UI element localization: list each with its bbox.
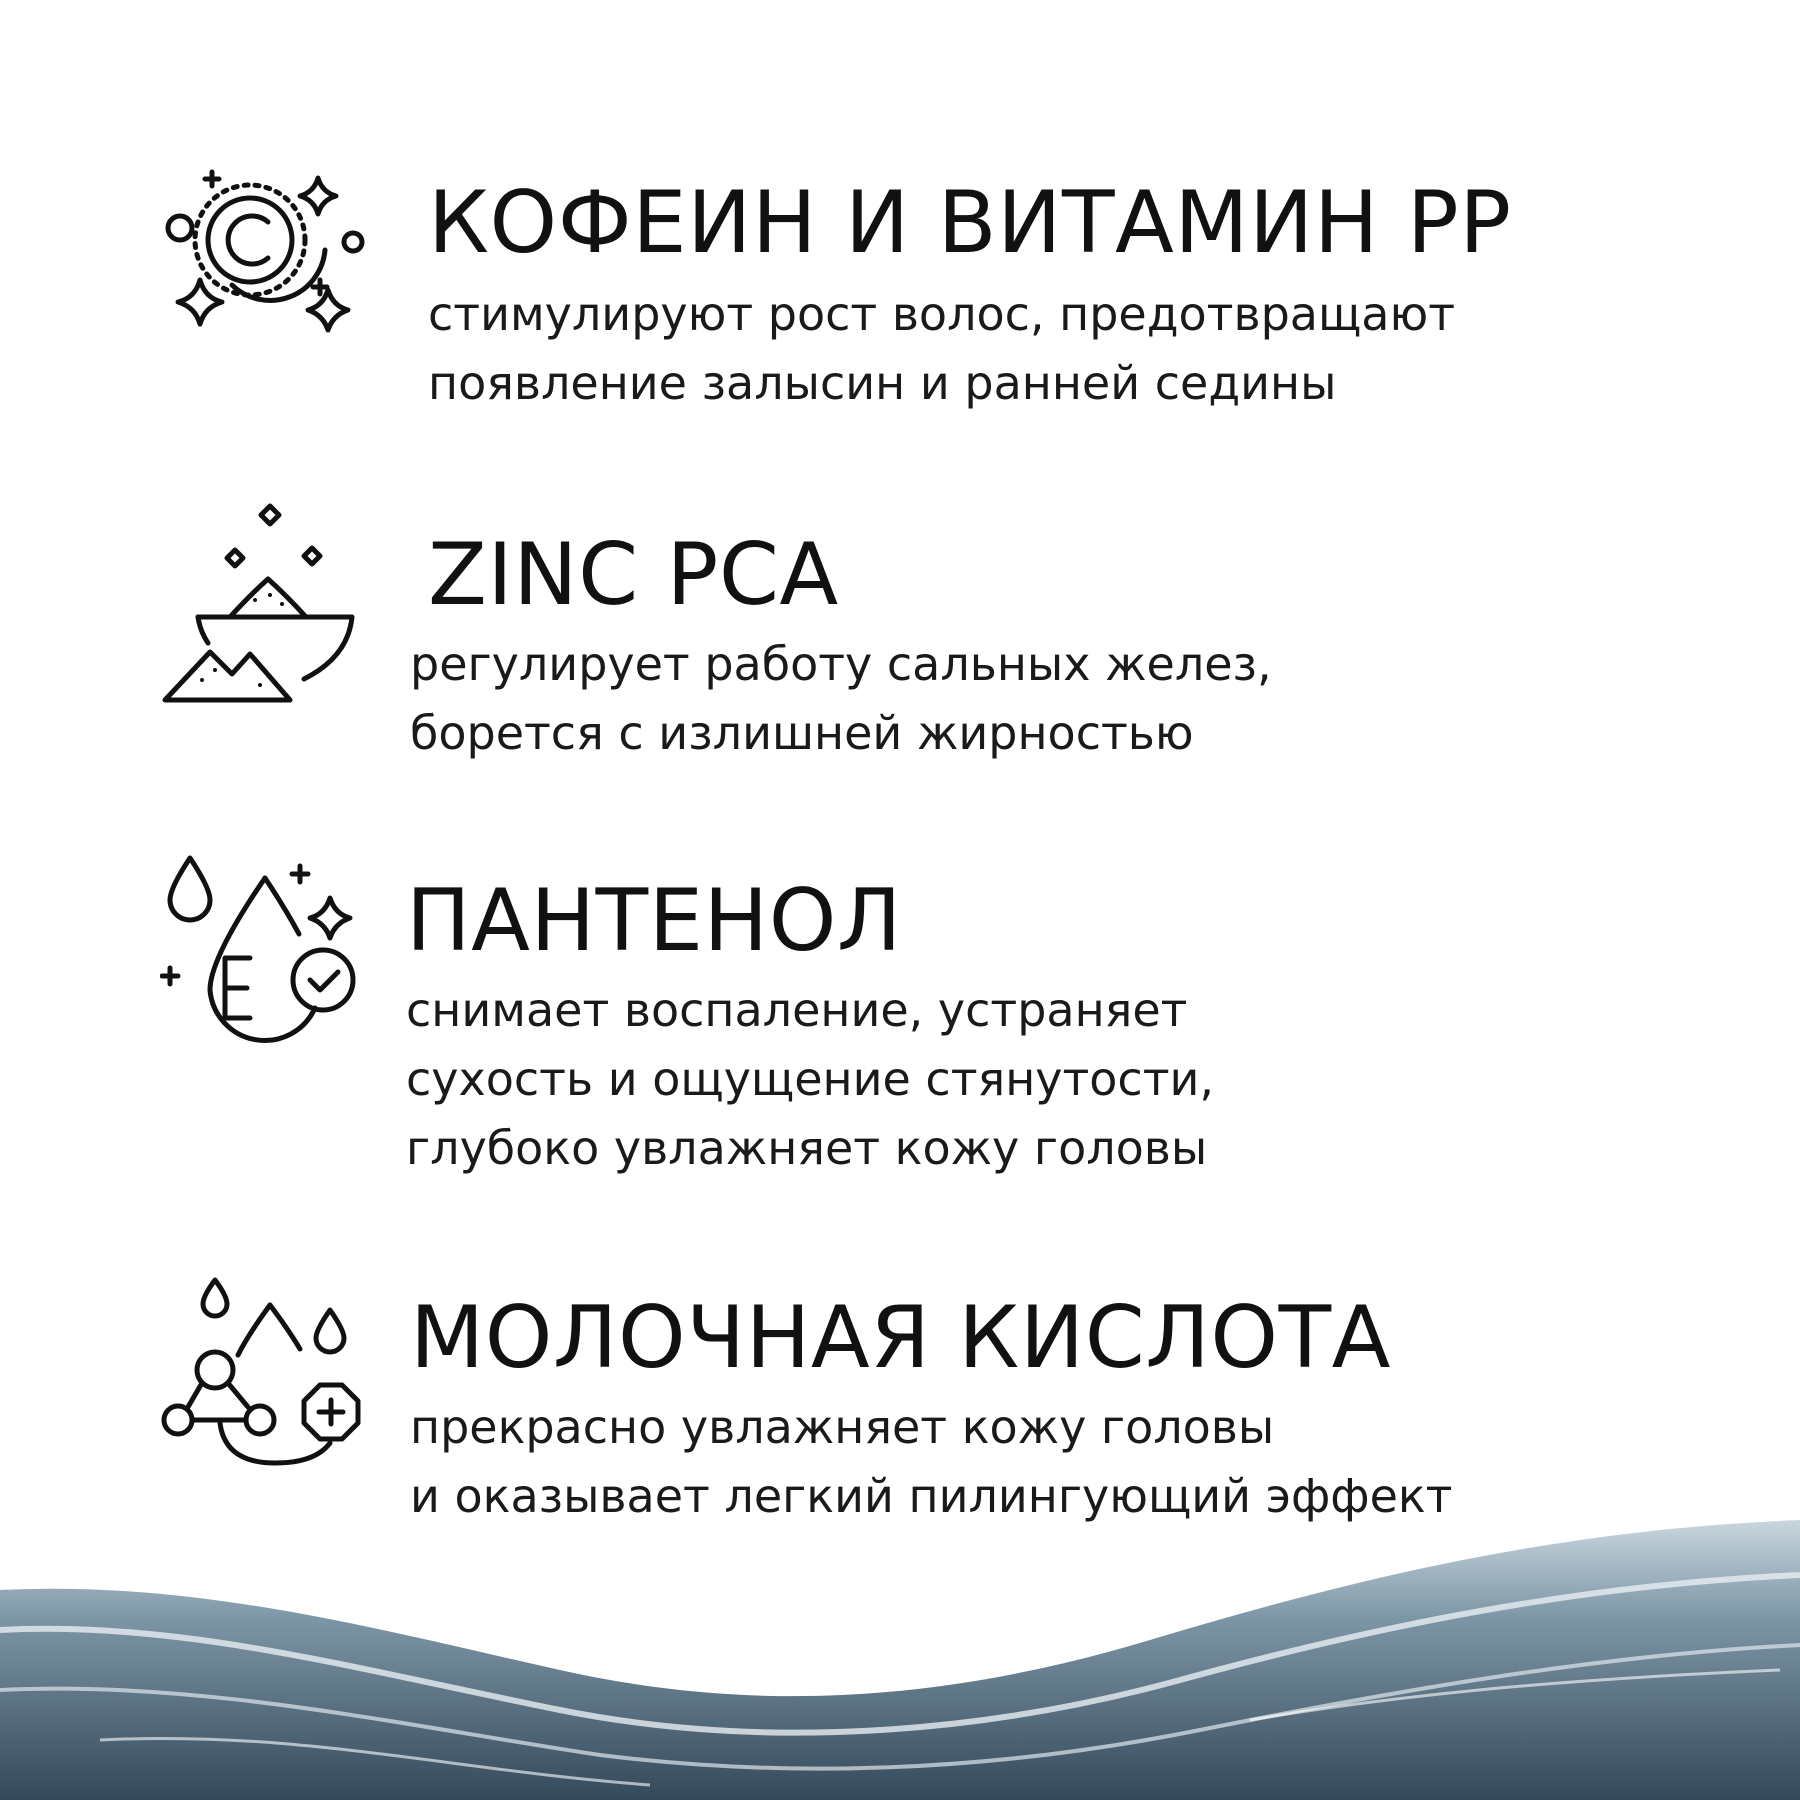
molecule-drop-icon <box>160 1275 370 1485</box>
feature-description <box>428 280 1455 418</box>
description-line: снимает воспаление, устраняет <box>406 983 1188 1037</box>
description-line: прекрасно увлажняет кожу головы <box>410 1400 1275 1454</box>
vitamin-e-drop-icon <box>160 848 370 1058</box>
feature-description <box>410 630 1272 768</box>
description-line: глубоко увлажняет кожу головы <box>406 1121 1208 1175</box>
description-line: появление залысин и ранней седины <box>428 356 1337 410</box>
feature-title: ПАНТЕНОЛ <box>406 871 903 971</box>
description-line: стимулируют рост волос, предотвращают <box>428 287 1456 341</box>
description-line: регулирует работу сальных желез, <box>410 637 1272 691</box>
description-line: и оказывает легкий пилингующий эффект <box>410 1469 1453 1523</box>
feature-title: МОЛОЧНАЯ КИСЛОТА <box>410 1288 1391 1388</box>
description-line: сухость и ощущение стянутости, <box>406 1052 1215 1106</box>
feature-description <box>406 976 1214 1183</box>
water-wave-decoration <box>0 1480 1800 1800</box>
powder-bowl-icon <box>160 500 370 710</box>
feature-title: КОФЕИН И ВИТАМИН РР <box>428 173 1512 273</box>
vitamin-c-sparkle-icon <box>160 160 370 370</box>
feature-title: ZINC PCA <box>428 525 839 625</box>
description-line: борется с излишней жирностью <box>410 706 1194 760</box>
